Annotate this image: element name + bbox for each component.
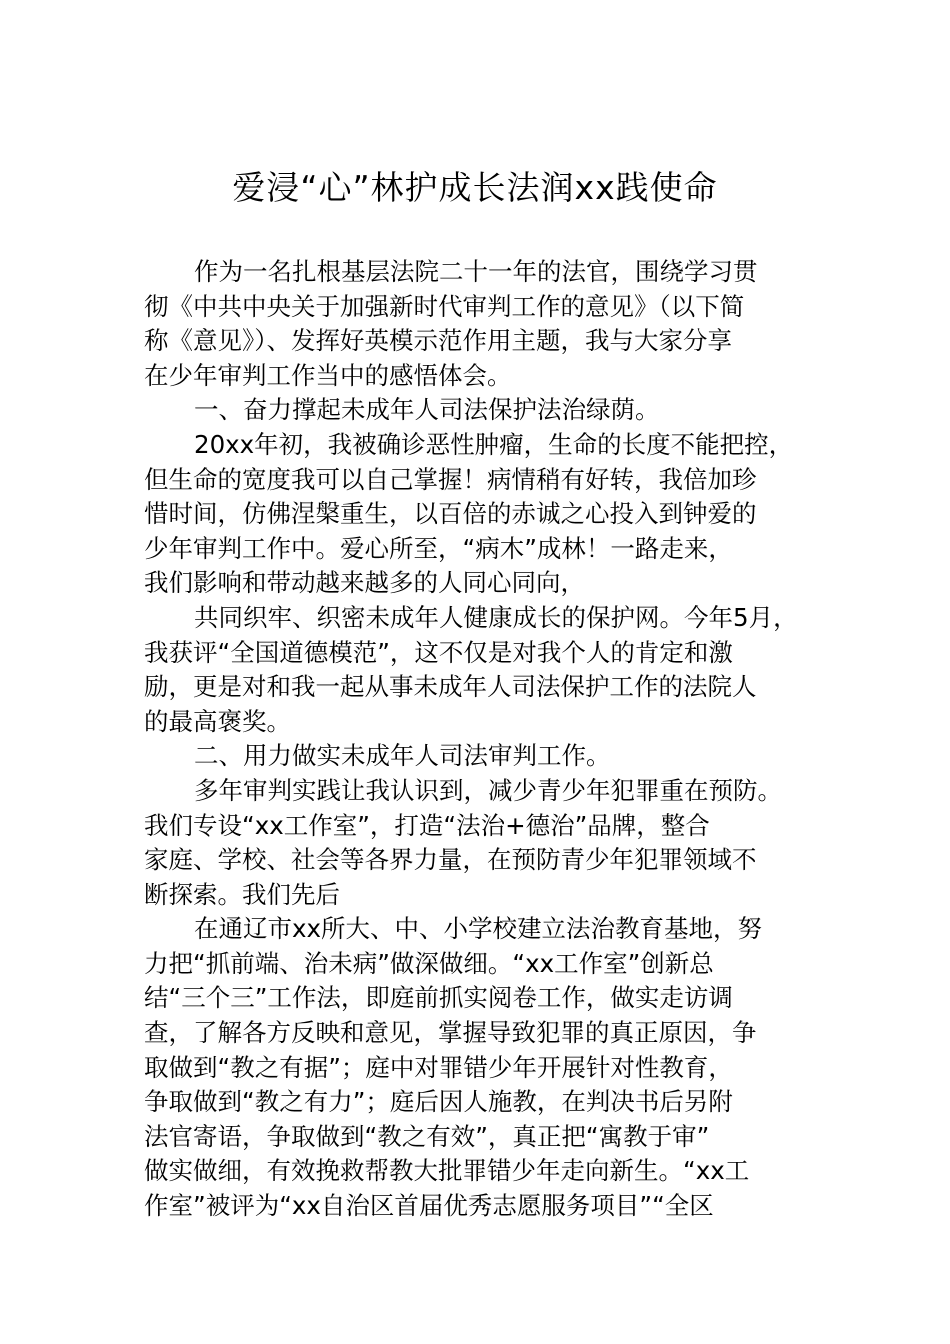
paragraph-line: 我们影响和带动越来越多的人同心同向， <box>144 568 585 598</box>
paragraph-line: 做实做细，有效挽救帮教大批罪错少年走向新生。“xx工 <box>144 1156 750 1186</box>
paragraph-line: 我获评“全国道德模范”，这不仅是对我个人的肯定和激 <box>144 637 733 667</box>
paragraph-line: 在少年审判工作当中的感悟体会。 <box>144 360 512 390</box>
paragraph-first-line: 共同织牢、织密未成年人健康成长的保护网。今年5月， <box>194 602 798 632</box>
paragraph-line: 查，了解各方反映和意见，掌握导致犯罪的真正原因，争 <box>144 1018 757 1048</box>
paragraph-line: 彻《中共中央关于加强新时代审判工作的意见》（以下简 <box>144 291 745 321</box>
paragraph-line: 少年审判工作中。爱心所至，“病木”成林！一路走来， <box>144 533 733 563</box>
document-body <box>144 255 844 1224</box>
paragraph-line: 法官寄语，争取做到“教之有效”，真正把“寓教于审” <box>144 1121 710 1151</box>
paragraph-first-line: 作为一名扎根基层法院二十一年的法官，围绕学习贯 <box>194 257 758 286</box>
document-title: 爱浸“心”林护成长法润xx践使命 <box>232 168 718 207</box>
paragraph-line: 称《意见》）、发挥好英模示范作用主题，我与大家分享 <box>144 326 732 356</box>
paragraph-line: 励，更是对和我一起从事未成年人司法保护工作的法院人 <box>144 672 757 702</box>
paragraph-line: 结“三个三”工作法，即庭前抓实阅卷工作，做实走访调 <box>144 983 733 1013</box>
paragraph-line: 争取做到“教之有力”；庭后因人施教，在判决书后另附 <box>144 1087 733 1117</box>
paragraph-line: 的最高褒奖。 <box>144 706 291 736</box>
paragraph-line: 我们专设“xx工作室”，打造“法治+德治”品牌，整合 <box>144 810 710 840</box>
paragraph-first-line: 二、用力做实未成年人司法审判工作。 <box>194 741 611 771</box>
paragraph-line: 作室”被评为“xx自治区首届优秀志愿服务项目”“全区 <box>144 1191 714 1221</box>
paragraph-first-line: 一、奋力撑起未成年人司法保护法治绿荫。 <box>194 395 660 425</box>
paragraph-first-line: 在通辽市xx所大、中、小学校建立法治教育基地，努 <box>194 914 762 944</box>
paragraph-line: 但生命的宽度我可以自己掌握！病情稍有好转，我倍加珍 <box>144 464 757 494</box>
paragraph-line: 取做到“教之有据”；庭中对罪错少年开展针对性教育， <box>144 1052 733 1082</box>
paragraph-line: 力把“抓前端、治未病”做深做细。“xx工作室”创新总 <box>144 948 714 978</box>
paragraph-line: 断探索。我们先后 <box>144 879 340 909</box>
paragraph-line: 惜时间，仿佛涅槃重生，以百倍的赤诚之心投入到钟爱的 <box>144 499 757 529</box>
paragraph-first-line: 20xx年初，我被确诊恶性肿瘤，生命的长度不能把控， <box>194 429 794 459</box>
paragraph-line: 家庭、学校、社会等各界力量，在预防青少年犯罪领域不 <box>144 845 757 875</box>
paragraph-first-line: 多年审判实践让我认识到，减少青少年犯罪重在预防。 <box>194 775 782 805</box>
